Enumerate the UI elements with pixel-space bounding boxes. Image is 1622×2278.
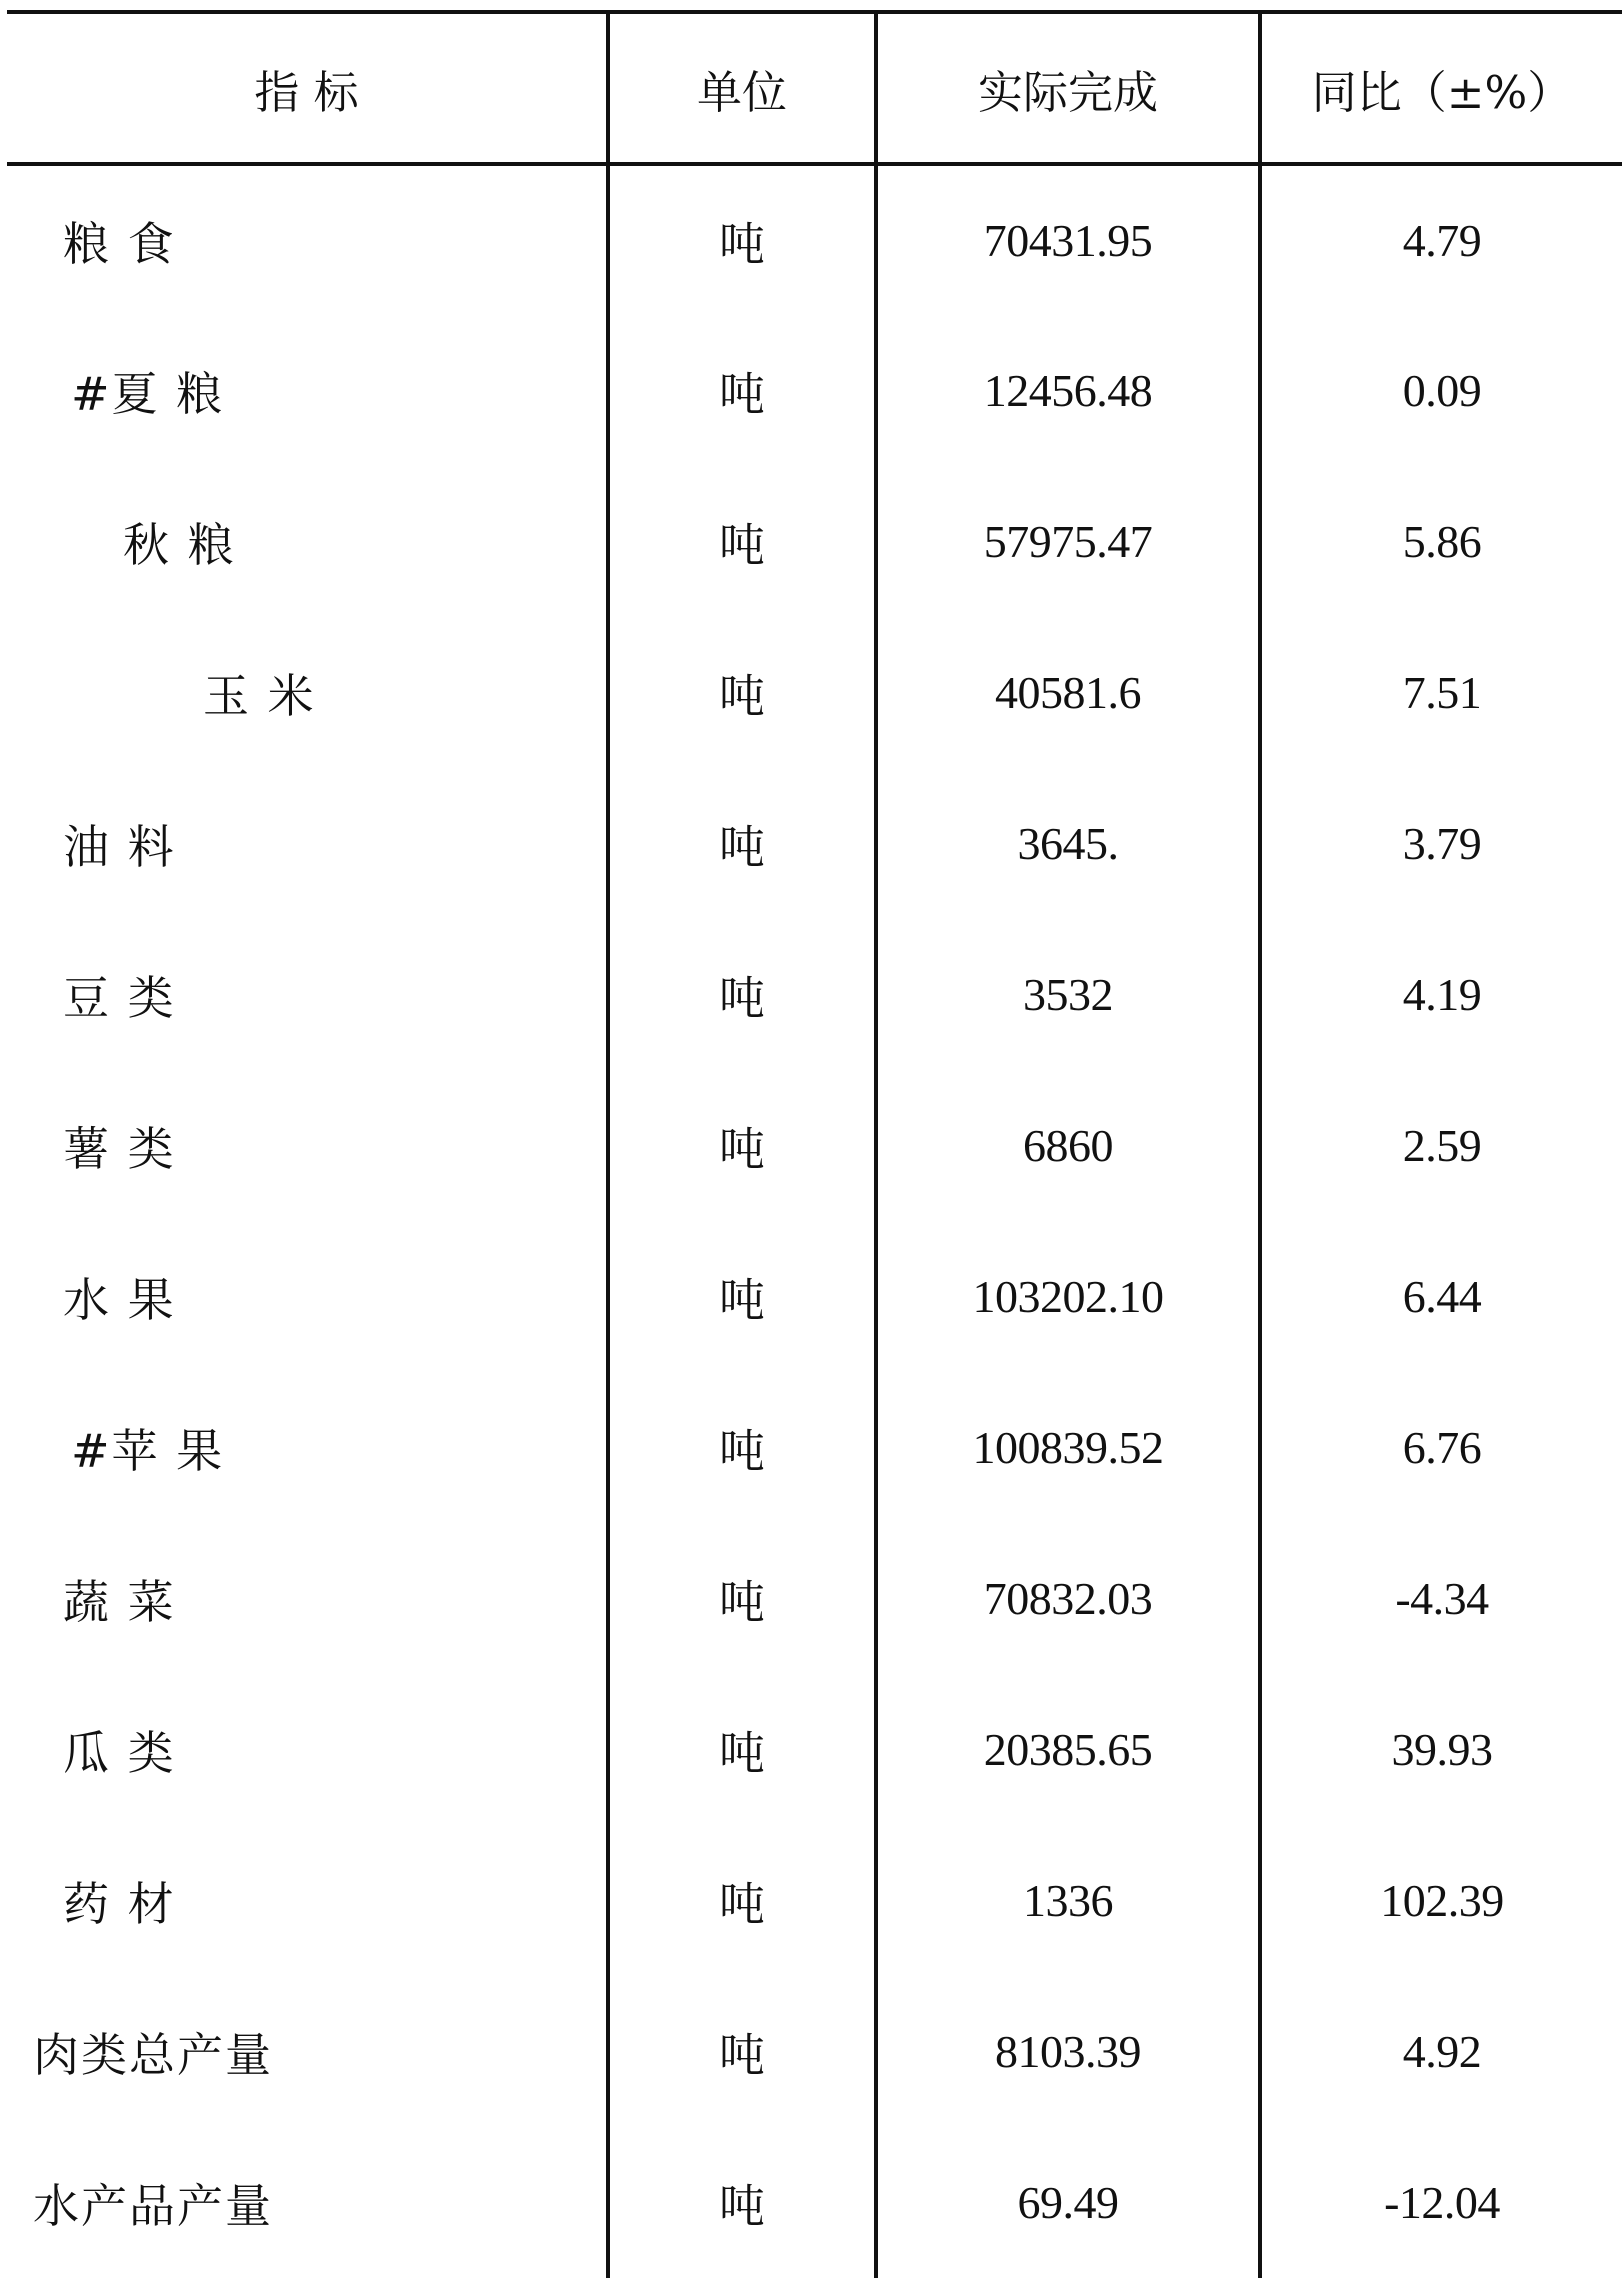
actual-cell: 3645.: [876, 768, 1260, 919]
header-actual: 实际完成: [876, 12, 1260, 164]
header-unit: 单位: [608, 12, 876, 164]
unit-cell: 吨: [608, 2127, 876, 2278]
actual-cell: 1336: [876, 1825, 1260, 1976]
yoy-cell: 4.79: [1260, 164, 1622, 315]
indicator-cell: 水 果: [63, 1272, 176, 1327]
indicator-cell: 玉 米: [203, 668, 316, 723]
yoy-cell: -12.04: [1260, 2127, 1622, 2278]
yoy-cell: 6.76: [1260, 1372, 1622, 1523]
table-row: [7, 1070, 1622, 1221]
actual-cell: 70832.03: [876, 1523, 1260, 1674]
indicator-cell: 秋 粮: [123, 517, 236, 572]
table-row: [7, 1825, 1622, 1976]
unit-cell: 吨: [608, 466, 876, 617]
actual-cell: 20385.65: [876, 1674, 1260, 1825]
table-row: [7, 1674, 1622, 1825]
indicator-cell: 薯 类: [63, 1121, 176, 1176]
unit-cell: 吨: [608, 1070, 876, 1221]
table-header-row: [7, 12, 1622, 164]
yoy-cell: 0.09: [1260, 315, 1622, 466]
unit-cell: 吨: [608, 1221, 876, 1372]
table-row: [7, 1221, 1622, 1372]
indicator-cell: 油 料: [63, 819, 176, 874]
table-row: [7, 315, 1622, 466]
actual-cell: 70431.95: [876, 164, 1260, 315]
actual-cell: 12456.48: [876, 315, 1260, 466]
unit-cell: 吨: [608, 1825, 876, 1976]
yoy-cell: 7.51: [1260, 617, 1622, 768]
yoy-cell: 5.86: [1260, 466, 1622, 617]
indicator-cell: 肉类总产量: [33, 2027, 273, 2082]
table-row: [7, 919, 1622, 1070]
header-indicator: 指 标: [7, 12, 608, 164]
table-row: [7, 617, 1622, 768]
table-row: [7, 466, 1622, 617]
indicator-cell: 水产品产量: [33, 2178, 273, 2233]
table-row: [7, 1372, 1622, 1523]
yoy-cell: 6.44: [1260, 1221, 1622, 1372]
yoy-cell: 2.59: [1260, 1070, 1622, 1221]
indicator-cell: 药 材: [63, 1876, 176, 1931]
yoy-cell: 3.79: [1260, 768, 1622, 919]
unit-cell: 吨: [608, 1976, 876, 2127]
unit-cell: 吨: [608, 315, 876, 466]
indicator-cell: 瓜 类: [63, 1725, 176, 1780]
actual-cell: 3532: [876, 919, 1260, 1070]
actual-cell: 103202.10: [876, 1221, 1260, 1372]
statistics-table: [7, 10, 1622, 2278]
indicator-cell: #夏 粮: [71, 366, 225, 421]
unit-cell: 吨: [608, 617, 876, 768]
table-row: [7, 1976, 1622, 2127]
yoy-cell: 4.19: [1260, 919, 1622, 1070]
table-row: [7, 1523, 1622, 1674]
indicator-cell: 蔬 菜: [63, 1574, 176, 1629]
indicator-cell: #苹 果: [71, 1423, 225, 1478]
unit-cell: 吨: [608, 164, 876, 315]
unit-cell: 吨: [608, 768, 876, 919]
unit-cell: 吨: [608, 1372, 876, 1523]
table-row: [7, 768, 1622, 919]
unit-cell: 吨: [608, 1674, 876, 1825]
actual-cell: 69.49: [876, 2127, 1260, 2278]
actual-cell: 40581.6: [876, 617, 1260, 768]
actual-cell: 100839.52: [876, 1372, 1260, 1523]
indicator-cell: 粮 食: [63, 216, 176, 271]
actual-cell: 8103.39: [876, 1976, 1260, 2127]
unit-cell: 吨: [608, 1523, 876, 1674]
yoy-cell: 102.39: [1260, 1825, 1622, 1976]
yoy-cell: 4.92: [1260, 1976, 1622, 2127]
table-row: [7, 2127, 1622, 2278]
unit-cell: 吨: [608, 919, 876, 1070]
actual-cell: 6860: [876, 1070, 1260, 1221]
indicator-cell: 豆 类: [63, 970, 176, 1025]
table-row: [7, 164, 1622, 315]
actual-cell: 57975.47: [876, 466, 1260, 617]
yoy-cell: -4.34: [1260, 1523, 1622, 1674]
header-yoy: 同比（±%）: [1260, 12, 1622, 164]
yoy-cell: 39.93: [1260, 1674, 1622, 1825]
